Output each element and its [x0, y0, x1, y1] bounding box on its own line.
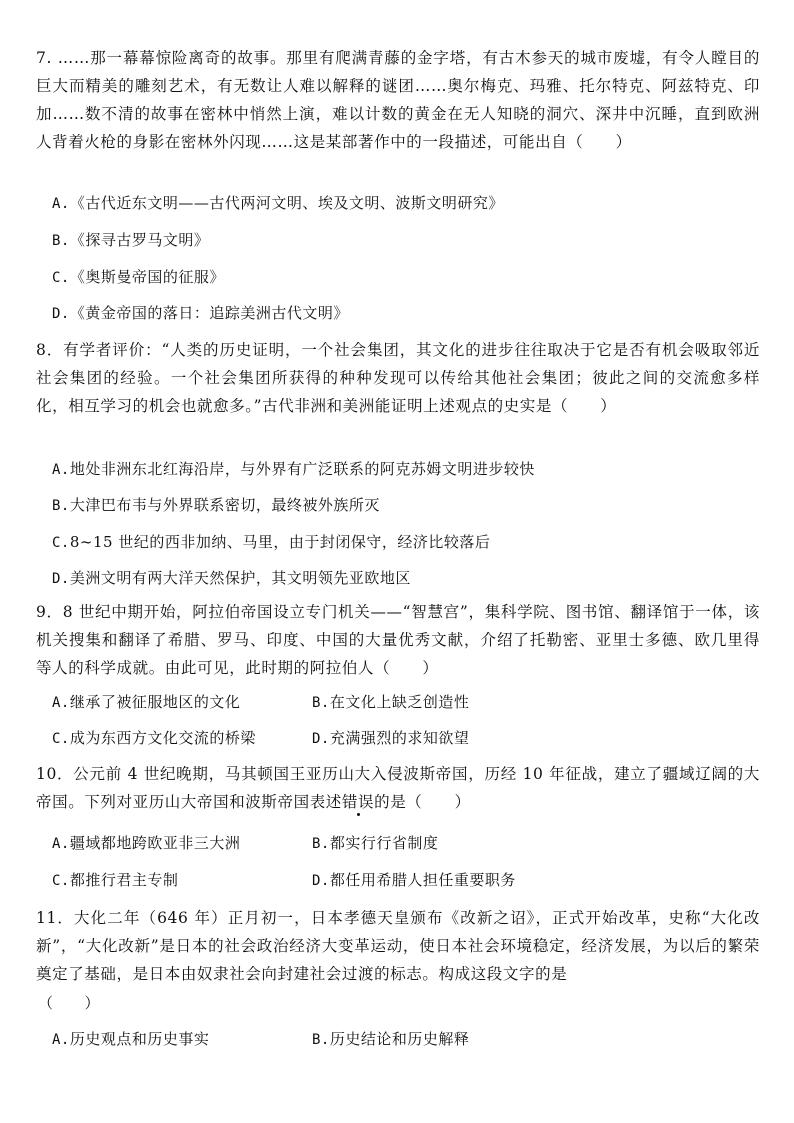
- question-8-option-d[interactable]: D.美洲文明有两大洋天然保护，其文明领先亚欧地区: [52, 569, 411, 587]
- question-7-option-c[interactable]: C.《奥斯曼帝国的征服》: [52, 268, 225, 286]
- question-8-stem: 8．有学者评价：“人类的历史证明，一个社会集团，其文化的进步往往取决于它是否有机会吸取邻近社会集团的经验。一个社会集团所获得的种种发现可以传给其他社会集团；彼此之间的交流愈多样化，相互学习的机会也就愈多。”古代非洲和美洲能证明上述观点的史实是（ ）: [36, 341, 760, 415]
- question-7-stem: 7. ……那一幕幕惊险离奇的故事。那里有爬满青藤的金字塔，有古木参天的城市废墟，有令人瞠目的巨大而精美的雕刻艺术，有无数让人难以解释的谜团……奥尔梅克、玛雅、托尔特克、阿兹特克、印加……数不清的故事在密林中悄然上演，难以计数的黄金在无人知晓的洞穴、深井中沉睡，直到欧洲人背着火枪的身影在密林外闪现……这是某部著作中的一段描述，可能出自（ ）: [36, 49, 760, 151]
- question-8-option-b[interactable]: B.大津巴布韦与外界联系密切，最终被外族所灭: [52, 496, 380, 514]
- question-10-option-a[interactable]: A.疆域都地跨欧亚非三大洲: [52, 834, 241, 852]
- question-10-option-c[interactable]: C.都推行君主专制: [52, 871, 179, 889]
- emphasis-wrong: 错误: [341, 793, 375, 811]
- question-9-option-a[interactable]: A.继承了被征服地区的文化: [52, 693, 241, 711]
- question-9-stem: 9．8 世纪中期开始，阿拉伯帝国设立专门机关——“智慧宫”，集科学院、图书馆、翻译馆于一体，该机关搜集和翻译了希腊、罗马、印度、中国的大量优秀文献，介绍了托勒密、亚里士多德、欧几里得等人的科学成就。由此可见，此时期的阿拉伯人（ ）: [36, 603, 760, 677]
- question-9-option-b[interactable]: B.在文化上缺乏创造性: [312, 693, 470, 711]
- question-10-option-b[interactable]: B.都实行行省制度: [312, 834, 439, 852]
- question-11-option-b[interactable]: B.历史结论和历史解释: [312, 1030, 470, 1048]
- question-7-option-a[interactable]: A.《古代近东文明——古代两河文明、埃及文明、波斯文明研究》: [52, 194, 504, 212]
- question-10-stem: 10．公元前 4 世纪晚期，马其顿国王亚历山大入侵波斯帝国，历经 10 年征战，建立了疆域辽阔的大帝国。下列对亚历山大帝国和波斯帝国表述错误的是（ ）: [36, 765, 760, 811]
- question-8-option-c[interactable]: C.8~15 世纪的西非加纳、马里，由于封闭保守，经济比较落后: [52, 533, 491, 551]
- question-9-option-d[interactable]: D.充满强烈的求知欲望: [312, 729, 470, 747]
- question-11-option-a[interactable]: A.历史观点和历史事实: [52, 1030, 210, 1048]
- question-7-option-d[interactable]: D.《黄金帝国的落日：追踪美洲古代文明》: [52, 304, 349, 322]
- question-11-blank: （ ）: [38, 994, 101, 1012]
- question-9-option-c[interactable]: C.成为东西方文化交流的桥梁: [52, 729, 256, 747]
- question-7-option-b[interactable]: B.《探寻古罗马文明》: [52, 231, 210, 249]
- question-10-option-d[interactable]: D.都任用希腊人担任重要职务: [312, 871, 516, 889]
- question-11-stem: 11．大化二年（646 年）正月初一，日本孝德天皇颁布《改新之诏》，正式开始改革，史称“大化改新”，“大化改新”是日本的社会政治经济大变革运动，使日本社会环境稳定，经济发展，为以后的繁荣奠定了基础，是日本由奴隶社会向封建社会过渡的标志。构成这段文字的是: [36, 909, 760, 983]
- question-8-option-a[interactable]: A.地处非洲东北红海沿岸，与外界有广泛联系的阿克苏姆文明进步较快: [52, 460, 535, 478]
